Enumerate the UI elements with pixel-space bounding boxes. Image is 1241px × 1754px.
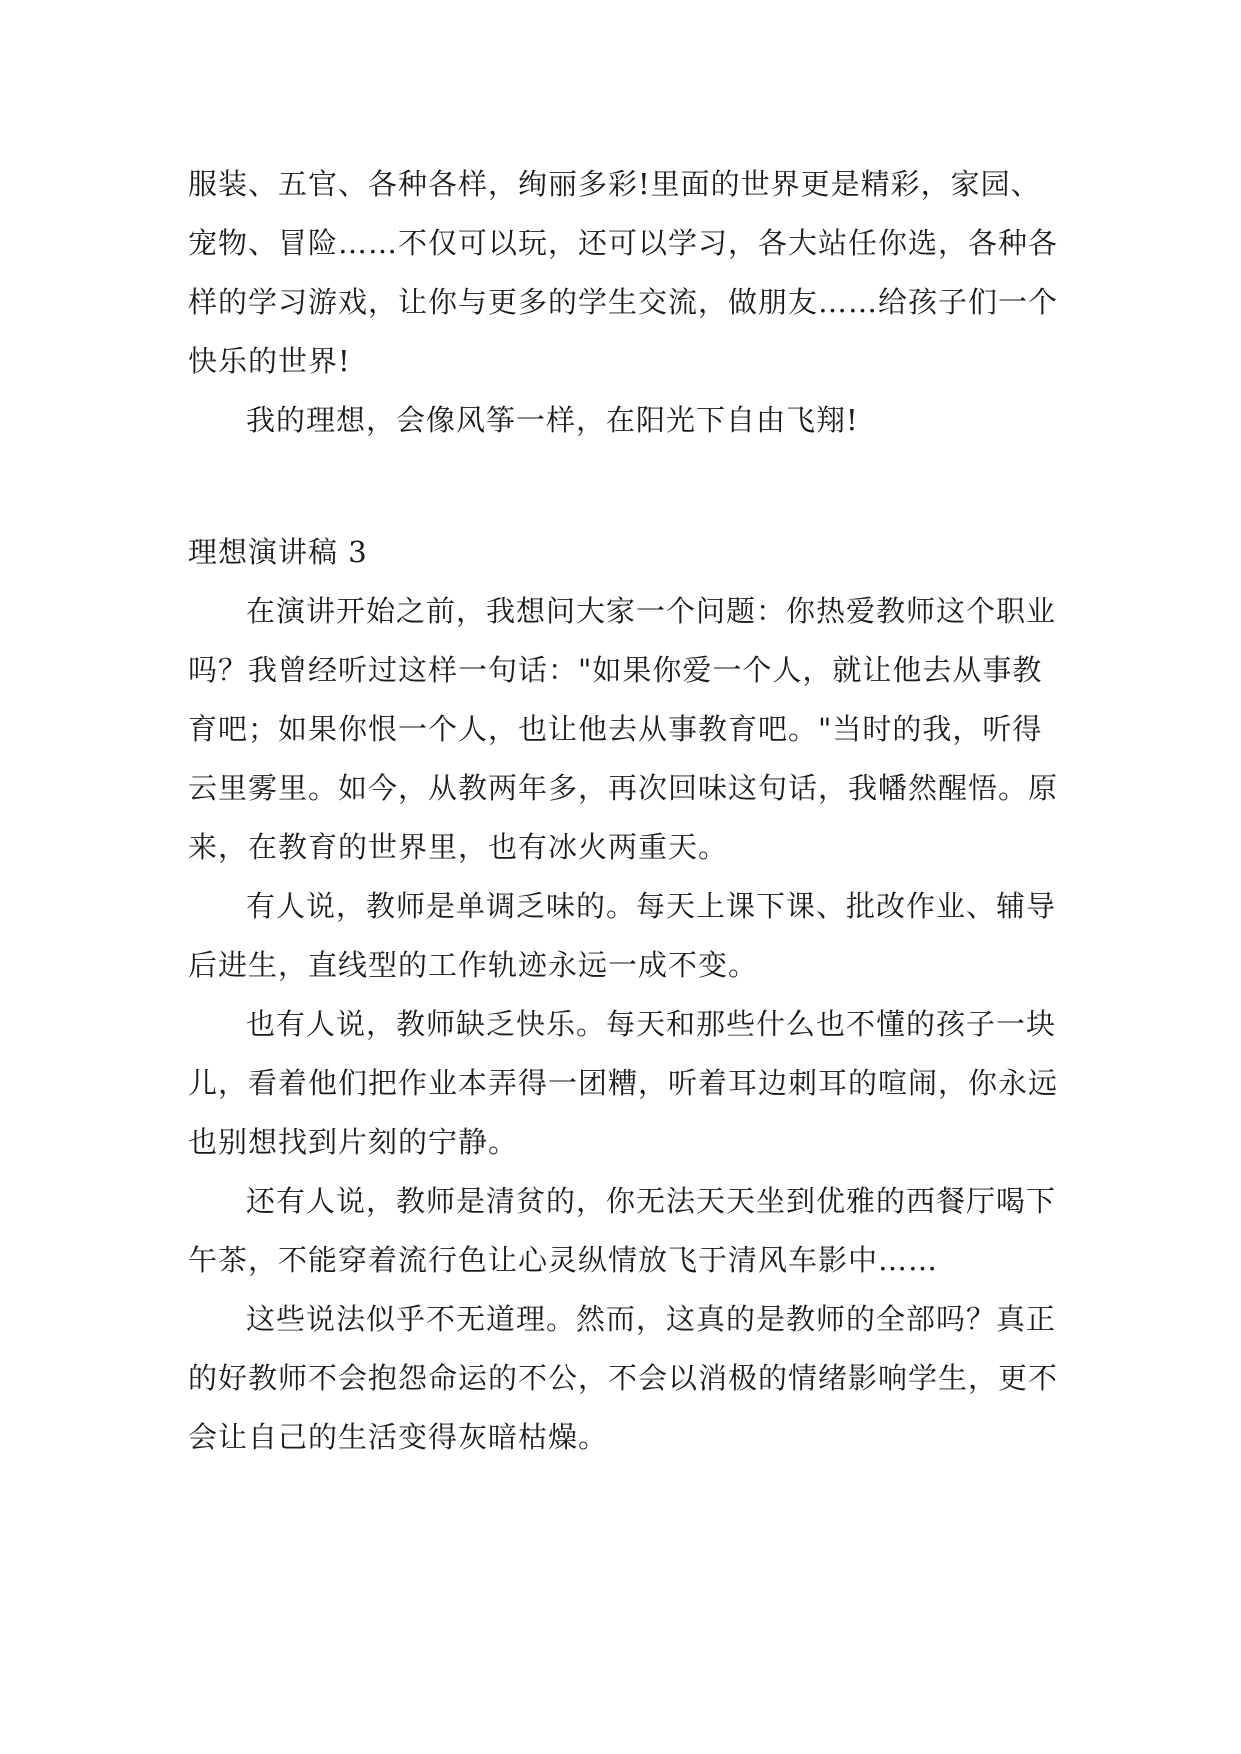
section-spacer [188,450,1068,523]
paragraph: 这些说法似乎不无道理。然而，这真的是教师的全部吗？真正的好教师不会抱怨命运的不公，不会以消极的情绪影响学生，更不会让自己的生活变得灰暗枯燥。 [188,1302,1059,1454]
paragraph: 在演讲开始之前，我想问大家一个问题：你热爱教师这个职业吗？我曾经听过这样一句话："如果你爱一个人，就让他去从事教育吧；如果你恨一个人，也让他去从事教育吧。"当时的我，听得云里雾里。如今，从教两年多，再次回味这句话，我幡然醒悟。原来，在教育的世界里，也有冰火两重天。 [188,594,1059,864]
paragraph: 服装、五官、各种各样，绚丽多彩!里面的世界更是精彩，家园、宠物、冒险……不仅可以玩，还可以学习，各大站任你选，各种各样的学习游戏，让你与更多的学生交流，做朋友……给孩子们一个快乐的世界! [188,167,1059,378]
paragraph: 还有人说，教师是清贫的，你无法天天坐到优雅的西餐厅喝下午茶，不能穿着流行色让心灵纵情放飞于清风车影中…… [188,1184,1057,1277]
paragraph: 也有人说，教师缺乏快乐。每天和那些什么也不懂的孩子一块儿，看着他们把作业本弄得一团糟，听着耳边刺耳的喧闹，你永远也别想找到片刻的宁静。 [188,1007,1059,1159]
paragraph: 我的理想，会像风筝一样，在阳光下自由飞翔! [246,403,859,437]
section-title: 理想演讲稿 3 [188,535,368,569]
paragraph: 有人说，教师是单调乏味的。每天上课下课、批改作业、辅导后进生，直线型的工作轨迹永远一成不变。 [188,889,1057,982]
document-body [188,155,1068,1467]
